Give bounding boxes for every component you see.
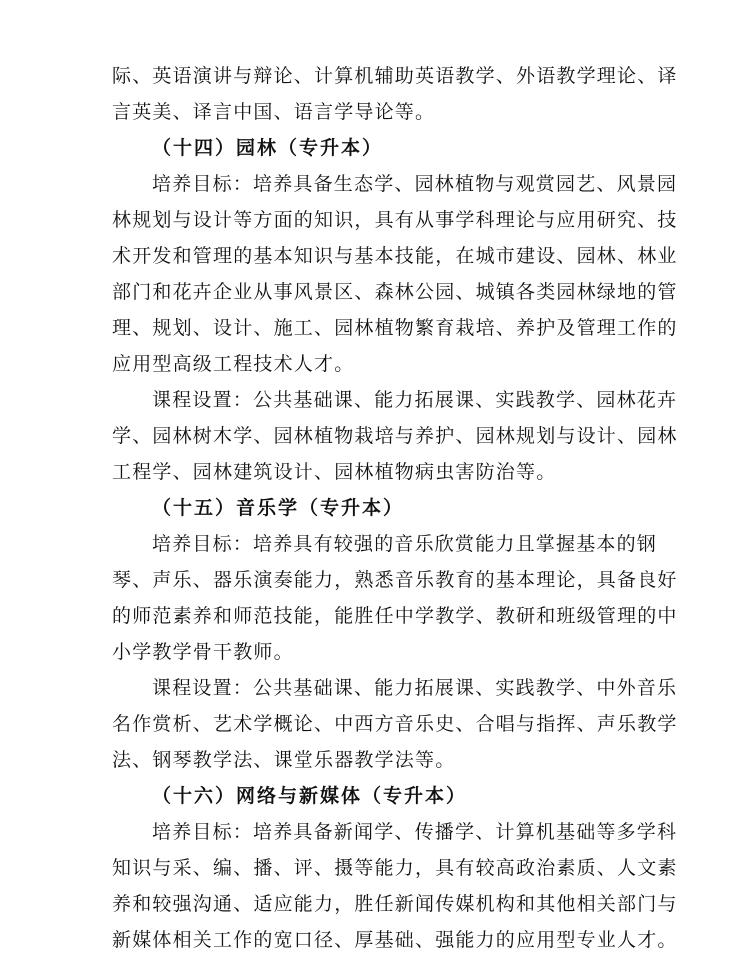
text-line: 课程设置：公共基础课、能力拓展课、实践教学、园林花卉 [152, 389, 678, 411]
text-line: 学、园林树木学、园林植物栽培与养护、园林规划与设计、园林 [112, 425, 678, 447]
text-line: 知识与采、编、播、评、摄等能力，具有较高政治素质、人文素 [112, 857, 678, 879]
document-page [112, 58, 678, 958]
text-line: 琴、声乐、器乐演奏能力，熟悉音乐教育的基本理论，具备良好 [112, 569, 678, 591]
text-line: 应用型高级工程技术人才。 [112, 353, 355, 375]
text-line: 养和较强沟通、适应能力，胜任新闻传媒机构和其他相关部门与 [112, 893, 678, 915]
text-line: 培养目标：培养具备生态学、园林植物与观赏园艺、风景园 [152, 173, 678, 195]
text-line: 培养目标：培养具备新闻学、传播学、计算机基础等多学科 [152, 821, 678, 843]
text-line: 工程学、园林建筑设计、园林植物病虫害防治等。 [112, 461, 557, 483]
text-line: 术开发和管理的基本知识与基本技能，在城市建设、园林、林业 [112, 245, 678, 267]
text-line: 林规划与设计等方面的知识，具有从事学科理论与应用研究、技 [112, 209, 678, 231]
section-heading: （十五）音乐学（专升本） [152, 497, 405, 519]
text-line: 部门和花卉企业从事风景区、森林公园、城镇各类园林绿地的管 [112, 281, 678, 303]
text-line: 名作赏析、艺术学概论、中西方音乐史、合唱与指挥、声乐教学 [112, 713, 678, 735]
text-line: 理、规划、设计、施工、园林植物繁育栽培、养护及管理工作的 [112, 317, 678, 339]
text-line: 课程设置：公共基础课、能力拓展课、实践教学、中外音乐 [152, 677, 678, 699]
section-heading: （十六）网络与新媒体（专升本） [152, 785, 468, 807]
text-line: 法、钢琴教学法、课堂乐器教学法等。 [112, 749, 456, 771]
text-line: 小学教学骨干教师。 [112, 641, 294, 663]
text-line: 际、英语演讲与辩论、计算机辅助英语教学、外语教学理论、译 [112, 65, 678, 87]
section-heading: （十四）园林（专升本） [152, 137, 384, 159]
text-line: 言英美、译言中国、语言学导论等。 [112, 101, 436, 123]
text-line: 培养目标：培养具有较强的音乐欣赏能力且掌握基本的钢 [152, 533, 658, 555]
text-line: 的师范素养和师范技能，能胜任中学教学、教研和班级管理的中 [112, 605, 678, 627]
text-line: 新媒体相关工作的宽口径、厚基础、强能力的应用型专业人才。 [112, 929, 678, 951]
